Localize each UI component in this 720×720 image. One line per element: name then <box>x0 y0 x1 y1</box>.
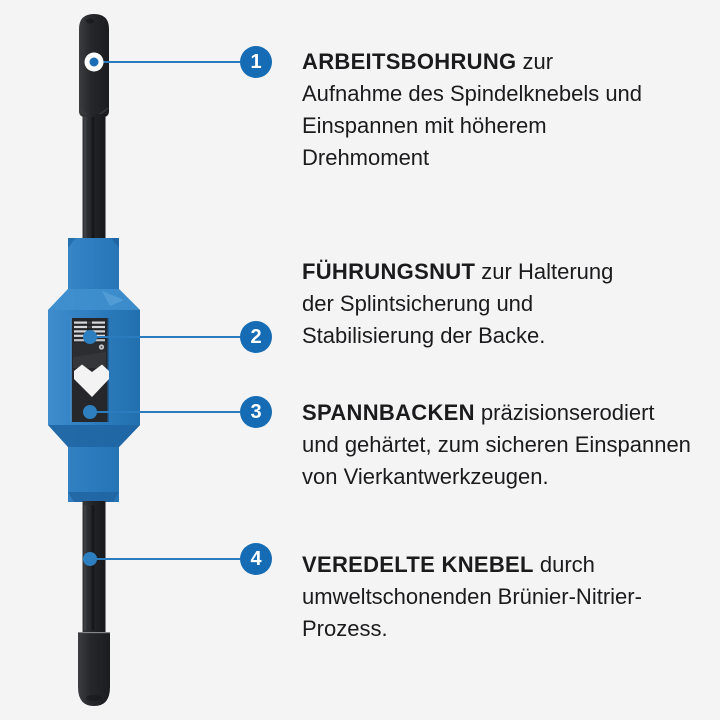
callout-3-line: von Vierkantwerkzeugen. <box>302 464 549 489</box>
callout-2-line: der Splintsicherung und <box>302 291 534 316</box>
callout-1-heading <box>302 46 642 78</box>
callout-1-title: ARBEITSBOHRUNG <box>302 49 517 74</box>
callout-2-text <box>302 256 613 352</box>
callout-1-line: Einspannen mit höherem <box>302 113 547 138</box>
callout-4-title: VEREDELTE KNEBEL <box>302 552 534 577</box>
callout-3-text <box>302 397 691 493</box>
callout-1-badge <box>240 46 272 78</box>
callout-3-badge <box>240 396 272 428</box>
feature-dot-icon <box>83 552 97 566</box>
callout-3-line: und gehärtet, zum sicheren Einspannen <box>302 432 691 457</box>
callout-3-title: SPANNBACKEN <box>302 400 475 425</box>
bore-hole-ring-icon <box>85 53 104 72</box>
lower-shaft <box>83 501 106 632</box>
callout-3-number: 3 <box>250 400 262 423</box>
callout-2-heading <box>302 256 613 288</box>
callout-4-text <box>302 549 642 645</box>
callout-4-line: Prozess. <box>302 616 388 641</box>
callout-4-number: 4 <box>250 547 262 570</box>
callout-2-title: FÜHRUNGSNUT <box>302 259 476 284</box>
callout-2-line: Stabilisierung der Backe. <box>302 323 546 348</box>
callout-4-heading <box>302 549 642 581</box>
callout-2-title-tail: zur Halterung <box>475 259 614 284</box>
feature-dot-icon <box>83 330 97 344</box>
lower-handle-grip <box>78 633 110 706</box>
callout-1-line: Drehmoment <box>302 145 430 170</box>
callout-4-badge <box>240 543 272 575</box>
callout-3-title-tail: präzisionserodiert <box>474 400 655 425</box>
feature-dot-icon <box>83 405 97 419</box>
callout-1-number: 1 <box>250 50 262 73</box>
callout-4-title-tail: durch <box>533 552 595 577</box>
callout-2-badge <box>240 321 272 353</box>
callout-1-text <box>302 46 642 174</box>
upper-shaft <box>83 114 106 241</box>
callout-2-number: 2 <box>250 325 262 348</box>
callout-3-heading <box>302 397 691 429</box>
callout-1-title-tail: zur <box>516 49 554 74</box>
callout-1-line: Aufnahme des Spindelknebels und <box>302 81 643 106</box>
callout-4-line: umweltschonenden Brünier-Nitrier- <box>302 584 642 609</box>
